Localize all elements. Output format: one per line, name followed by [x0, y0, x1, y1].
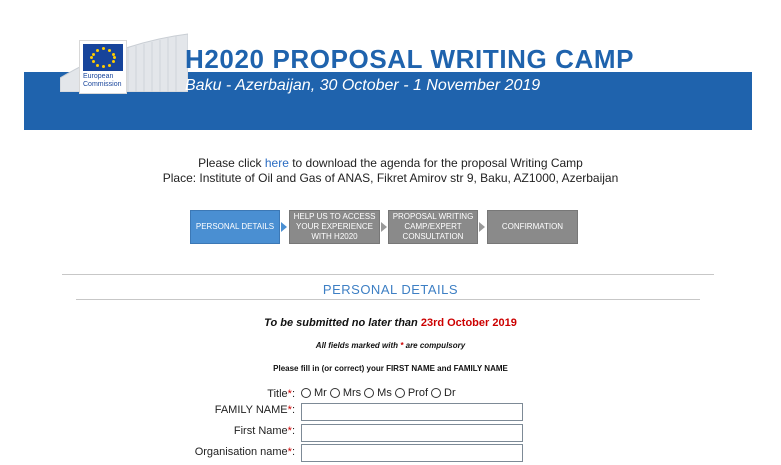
- radio-button[interactable]: [301, 388, 311, 398]
- logo-text-line1: European: [83, 73, 114, 80]
- agenda-text-suffix: to download the agenda for the proposal Writing Camp: [288, 156, 583, 170]
- radio-label: Mr: [314, 387, 327, 399]
- required-asterisk: *: [287, 404, 292, 416]
- label-colon: :: [291, 388, 295, 400]
- agenda-info: [0, 156, 781, 186]
- agenda-download-link[interactable]: here: [264, 156, 289, 170]
- required-asterisk: *: [287, 446, 292, 458]
- family-name-label-text: FAMILY NAME: [214, 404, 288, 416]
- deadline-note: [0, 317, 781, 329]
- organisation-label-text: Organisation name: [194, 446, 288, 458]
- title-option-ms[interactable]: [364, 387, 392, 399]
- step-arrow-icon: [479, 222, 485, 232]
- radio-label: Ms: [377, 387, 392, 399]
- label-colon: :: [291, 425, 295, 437]
- title-radio-group: [301, 387, 459, 399]
- european-commission-logo[interactable]: [79, 40, 127, 94]
- logo-text-line2: Commission: [83, 81, 122, 88]
- radio-label: Mrs: [342, 387, 362, 399]
- section-divider-top: [62, 274, 714, 275]
- radio-button[interactable]: [364, 388, 374, 398]
- label-colon: :: [291, 404, 295, 416]
- header-banner: [24, 0, 752, 130]
- required-asterisk: *: [400, 341, 404, 350]
- section-title: PERSONAL DETAILS: [322, 282, 459, 297]
- radio-label: Prof: [407, 387, 429, 399]
- title-label-text: Title: [267, 388, 288, 400]
- title-label: [267, 388, 295, 400]
- required-asterisk: *: [287, 388, 292, 400]
- first-name-label-text: First Name: [233, 425, 288, 437]
- step-arrow-icon: [381, 222, 387, 232]
- eu-flag-icon: [83, 44, 123, 71]
- compulsory-note: [0, 341, 781, 350]
- fill-in-note: Please fill in (or correct) your FIRST NAME and FAMILY NAME: [273, 364, 508, 373]
- title-option-dr[interactable]: [431, 387, 456, 399]
- label-colon: :: [291, 446, 295, 458]
- radio-button[interactable]: [330, 388, 340, 398]
- page-subtitle: Baku - Azerbaijan, 30 October - 1 November 2019: [185, 77, 541, 94]
- deadline-date: 23rd October 2019: [420, 317, 517, 329]
- place-line: Place: Institute of Oil and Gas of ANAS, Fikret Amirov str 9, Baku, AZ1000, Azerbaijan: [162, 171, 619, 185]
- section-divider-bottom: [76, 299, 700, 300]
- first-name-field[interactable]: [301, 424, 523, 442]
- agenda-line: [0, 156, 781, 171]
- radio-label: Dr: [444, 387, 456, 399]
- title-option-mr[interactable]: [301, 387, 327, 399]
- title-option-prof[interactable]: [395, 387, 428, 399]
- compulsory-prefix: All fields marked with: [315, 341, 401, 350]
- title-option-mrs[interactable]: [330, 387, 361, 399]
- step-personal-details[interactable]: PERSONAL DETAILS: [190, 210, 280, 244]
- required-asterisk: *: [287, 425, 292, 437]
- family-name-label: [215, 404, 295, 416]
- family-name-field[interactable]: [301, 403, 523, 421]
- step-arrow-icon: [281, 222, 287, 232]
- step-experience[interactable]: HELP US TO ACCESS YOUR EXPERIENCE WITH H2020: [289, 210, 380, 244]
- organisation-label: [195, 446, 295, 458]
- page-title: H2020 PROPOSAL WRITING CAMP: [185, 44, 635, 74]
- first-name-label: [234, 425, 295, 437]
- step-confirmation[interactable]: CONFIRMATION: [487, 210, 578, 244]
- organisation-field[interactable]: [301, 444, 523, 462]
- compulsory-suffix: are compulsory: [403, 341, 466, 350]
- radio-button[interactable]: [395, 388, 405, 398]
- step-writing-camp[interactable]: PROPOSAL WRITING CAMP/EXPERT CONSULTATION: [388, 210, 478, 244]
- deadline-prefix: To be submitted no later than: [264, 317, 421, 329]
- radio-button[interactable]: [431, 388, 441, 398]
- logo-text: [83, 73, 122, 89]
- agenda-text-prefix: Please click: [198, 156, 265, 170]
